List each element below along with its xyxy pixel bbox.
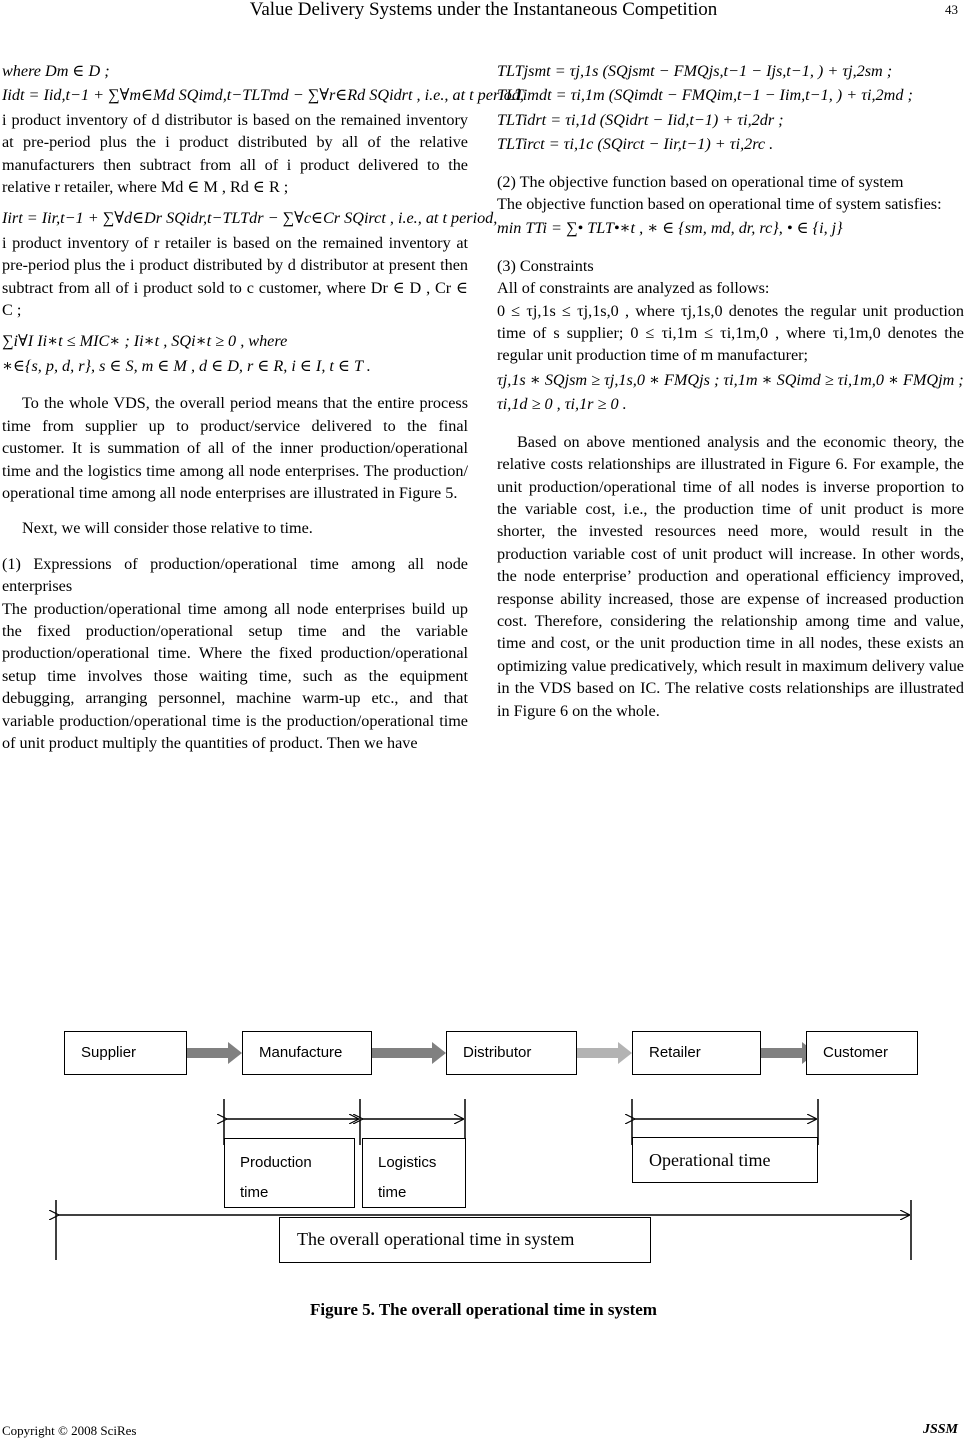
node-distributor-label: Distributor [463,1044,532,1061]
tlt-mdt-equation: TLTimdt = τi,1m (SQimdt − FMQim,t−1 − Iim,t−1, ) + τi,2md ; [497,86,913,105]
operational-time-box [632,1137,818,1183]
vds-period-paragraph: To the whole VDS, the overall period means that the entire process time from supplier up to product/service delivered to the final customer. It is summation of all of the inner production/operational time and the logistics time among all node enterprises. The production/ operational time among all node enterprises are illustrated in Figure 5. [2,394,468,502]
tlt-drt-equation: TLTidrt = τi,1d (SQidrt − Iid,t−1) + τi,2dr ; [497,110,784,129]
distributor-inventory-text: i product inventory of d distributor is based on the remained inventory at pre-period plus the i product distributed by all of the relative manufacturers then subtract from all of i product delivered to the relative r retailer, where Md ∈ M , Rd ∈ R ; [2,110,468,197]
copyright: Copyright © 2008 SciRes [2,1423,137,1438]
running-head [0,0,967,22]
node-retailer [632,1031,761,1075]
flow-arrow-manufacture-distributor [372,1042,446,1064]
node-manufacture [242,1031,372,1075]
objective-intro: The objective function based on operational time of system satisfies: [497,195,942,214]
objective-equation: min TTi = ∑• TLT•∗t , ∗ ∈ {sm, md, dr, rc}, • ∈ {i, j} [497,219,843,238]
node-customer [806,1031,918,1075]
constraint-fmq: τj,1s ∗ SQjsm ≥ τj,1s,0 ∗ FMQjs ; τi,1m ∗ SQimd ≥ τi,1m,0 ∗ FMQjm ; [497,370,964,389]
section-heading-1: (1) Expressions of production/operational time among all node enterprises [2,554,468,596]
production-time-line2: time [240,1184,269,1201]
node-distributor [446,1031,577,1075]
where-dm-line: where Dm ∈ D ; [2,62,110,80]
tlt-smt-equation: TLTjsmt = τj,1s (SQjsmt − FMQjs,t−1 − Ijs,t−1, ) + τj,2sm ; [497,62,893,80]
distributor-inventory-equation: Iidt = Iid,t−1 + ∑∀m∈Md SQimd,t−TLTmd − ∑∀r∈Rd SQidrt , i.e., at t period, [2,86,524,105]
constraint-supplier-manufacturer: 0 ≤ τj,1s ≤ τj,1s,0 , where τj,1s,0 denotes the regular unit production time of s supplier; 0 ≤ τi,1m ≤ τi,1m,0 , where τi,1m,0 denotes the regular unit production time of m manufacturer; [497,301,964,365]
flow-arrow-distributor-retailer [577,1042,632,1064]
overall-time-label: The overall operational time in system [297,1229,575,1249]
constraint-nonnegative: τi,1d ≥ 0 , τi,1r ≥ 0 . [497,395,627,414]
next-paragraph: Next, we will consider those relative to time. [22,519,313,538]
constraints-intro: All of constraints are analyzed as follows: [497,279,770,298]
logistics-time-line2: time [378,1184,407,1201]
running-title: Value Delivery Systems under the Instantaneous Competition [249,0,718,20]
logistics-time-box [362,1138,466,1208]
node-retailer-label: Retailer [649,1044,701,1061]
node-manufacture-label: Manufacture [259,1044,343,1061]
operational-time-label: Operational time [649,1150,771,1170]
section-heading-3: (3) Constraints [497,256,594,275]
costs-paragraph: Based on above mentioned analysis and the economic theory, the relative costs relationships are illustrated in Figure 6. For example, the unit production/operational time of all nodes is inverse proportion to the variable cost, i.e., the production time of unit product is more shorter, the invested resources need more, would result in the production variable cost of unit product will increase. In other words, the node enterprise’ production and operational efficiency improved, response ability increased, those are expense of increased production cost. Therefore, considering the relationship among time and value, time and cost, or the unit production time in all nodes, these exists an optimizing value predicatively, which result in maximum delivery value in the VDS based on IC. The relative costs relationships are illustrated in Figure 6 on the whole. [497,432,964,720]
figure-5 [0,1020,967,1320]
page-number: 43 [945,2,958,17]
index-sets-line: ∗∈{s, p, d, r}, s ∈ S, m ∈ M , d ∈ D, r ∈ R, i ∈ I, t ∈ T . [2,356,371,375]
production-time-box [224,1138,355,1208]
production-time-line1: Production [240,1154,312,1171]
retailer-inventory-text: i product inventory of r retailer is based on the remained inventory at pre-period plus the i product distributed by d distributor at present then subtract from all of i product sold to c customer, where Dr ∈ D , Cr ∈ C ; [2,233,468,320]
node-supplier [64,1031,187,1075]
logistics-time-line1: Logistics [378,1154,437,1171]
left-column [2,58,524,754]
tlt-rct-equation: TLTirct = τi,1c (SQirct − Iir,t−1) + τi,2rc . [497,135,774,154]
overall-time-box [279,1217,651,1263]
node-supplier-label: Supplier [81,1044,137,1061]
figure-caption: Figure 5. The overall operational time in system [310,1300,657,1319]
inventory-capacity-constraint: ∑i∀I Ii∗t ≤ MIC∗ ; Ii∗t , SQi∗t ≥ 0 , where [2,332,288,351]
section-heading-2: (2) The objective function based on operational time of system [497,172,904,191]
node-customer-label: Customer [823,1044,889,1061]
production-time-paragraph: The production/operational time among all node enterprises build up the fixed production/operational setup time and the variable production/operational time. Where the fixed production/operational setup time involves those waiting time, such as the equipment debugging, arranging personnel, machine warm-up etc., and that variable production/operational time is the production/operational time of unit product multiply the quantities of product. Then we have [2,599,468,752]
flow-arrow-supplier-manufacture [186,1042,242,1064]
right-column [497,58,964,722]
retailer-inventory-equation: Iirt = Iir,t−1 + ∑∀d∈Dr SQidr,t−TLTdr − ∑∀c∈Cr SQirct , i.e., at t period, [2,209,498,228]
journal-name: JSSM [922,1422,958,1437]
